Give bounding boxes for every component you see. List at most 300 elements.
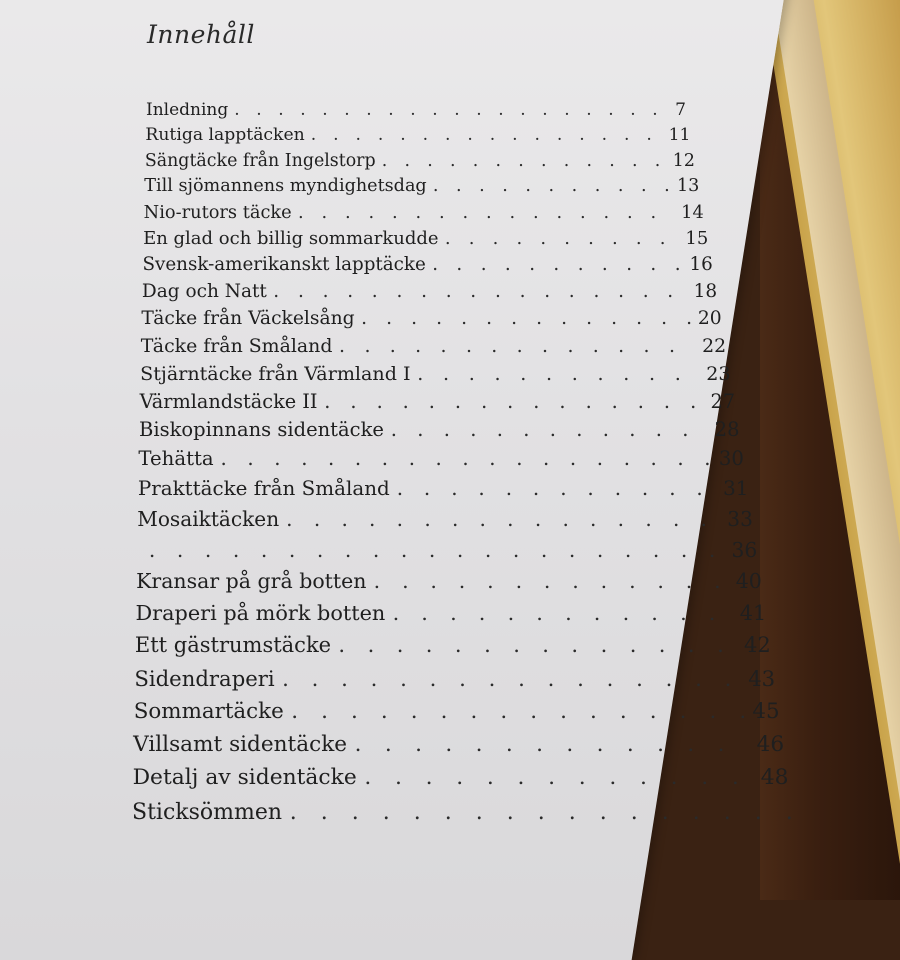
leader-dot: . — [652, 538, 660, 562]
leader-dot: . — [333, 125, 339, 145]
leader-dot: . — [300, 100, 306, 120]
leader-dot: . — [443, 418, 450, 441]
leader-dot: . — [507, 390, 514, 413]
leader-dot: . — [519, 281, 526, 302]
leader-dot: . — [588, 228, 594, 249]
leader-dot: . — [436, 308, 443, 329]
leader-dot: . — [417, 418, 424, 441]
leader-dot: . — [278, 100, 284, 120]
leader-dot: . — [708, 601, 716, 625]
leader-dot: . — [444, 800, 452, 825]
leader-dot: . — [354, 732, 362, 757]
leader-dot: . — [424, 507, 431, 531]
leader-dot: . — [297, 202, 304, 223]
leader-dot: . — [232, 538, 240, 562]
leader-dot: . — [445, 125, 451, 145]
leader-dot: . — [472, 151, 479, 171]
leader-dot: . — [220, 447, 227, 470]
leader-dot: . — [388, 100, 394, 120]
leader-dot: . — [601, 254, 608, 275]
leader-dot: . — [454, 633, 462, 657]
toc-entry — [144, 202, 704, 225]
toc-entry-title: Tehätta — [138, 447, 214, 470]
leader-dot: . — [445, 732, 453, 757]
leader-dot: . — [626, 254, 632, 275]
leader-dot: . — [369, 507, 376, 531]
leader-dot: . — [668, 335, 675, 357]
leader-dot: . — [579, 125, 585, 145]
leader-dot: . — [585, 390, 592, 413]
toc-entry-page-number: 41 — [739, 601, 767, 625]
leader-dot: . — [421, 281, 427, 302]
toc-entry-title: Täcke från Småland — [140, 335, 333, 357]
leader-dot: . — [310, 125, 317, 145]
leader-dot: . — [667, 281, 674, 302]
toc-entry-page-number: 18 — [693, 281, 718, 302]
leader-dot: . — [465, 335, 472, 357]
leader-dot: . — [685, 569, 693, 593]
leader-dot: . — [626, 202, 633, 223]
leader-dot: . — [486, 765, 494, 790]
leader-dot: . — [396, 477, 404, 500]
leader-dot: . — [427, 151, 433, 171]
leader-dot: . — [430, 569, 437, 593]
leader-dot: . — [563, 151, 570, 171]
toc-entry — [135, 633, 771, 660]
leader-dot: . — [568, 281, 575, 302]
toc-entry — [143, 254, 713, 278]
leader-dot: . — [511, 308, 518, 329]
toc-entry-title: Värmlandstäcke II — [139, 390, 318, 413]
leader-dot: . — [529, 254, 535, 275]
toc-entry-page-number: 43 — [748, 666, 776, 691]
leader-dot: . — [530, 699, 538, 724]
leader-dot: . — [601, 125, 608, 145]
toc-entry-title: Nio-rutors täcke — [143, 202, 292, 223]
leader-dot: . — [578, 765, 586, 790]
leader-dot: . — [542, 100, 548, 120]
toc-entry-title: Mosaiktäcken — [137, 507, 280, 531]
leader-dot: . — [632, 151, 638, 171]
toc-entry — [142, 281, 717, 305]
leader-dot: . — [421, 601, 428, 625]
leader-dot: . — [596, 732, 604, 757]
toc-entry-page-number: 36 — [731, 538, 758, 562]
leader-dot: . — [655, 418, 662, 441]
leader-dot: . — [410, 100, 416, 120]
leader-dot: . — [404, 151, 411, 171]
leader-dot: . — [361, 308, 368, 329]
leader-dot: . — [542, 335, 549, 357]
leader-dot: . — [785, 800, 793, 825]
leader-dot: . — [594, 176, 601, 196]
leader-dot: . — [637, 390, 644, 413]
toc-entry-page-number: 31 — [723, 477, 749, 500]
leader-dot: . — [498, 100, 504, 120]
leader-dot: . — [568, 800, 576, 825]
leader-dot: . — [415, 335, 422, 357]
leader-dot: . — [547, 666, 555, 691]
leader-dot: . — [509, 202, 516, 223]
leader-dot: . — [468, 228, 475, 249]
leader-dot: . — [396, 507, 404, 531]
leader-dot: . — [663, 390, 671, 413]
leader-dot: . — [386, 308, 393, 329]
leader-dot: . — [392, 601, 400, 625]
leader-dot: . — [609, 151, 615, 171]
leader-dot: . — [513, 633, 520, 657]
leader-dot: . — [606, 666, 614, 691]
leader-dot: . — [701, 765, 709, 790]
leader-dot: . — [567, 335, 574, 357]
leader-dot: . — [672, 507, 680, 531]
leader-dot: . — [298, 281, 304, 302]
leader-dot: . — [402, 569, 409, 593]
leader-dot: . — [597, 362, 604, 385]
leader-dot: . — [687, 732, 695, 757]
leader-dot: . — [542, 633, 549, 657]
leader-dot: . — [492, 228, 499, 249]
leader-dot: . — [571, 362, 578, 385]
leader-dot: . — [682, 418, 689, 441]
leader-dot: . — [344, 202, 351, 223]
leader-dot: . — [381, 151, 388, 171]
leader-dot: . — [467, 125, 473, 145]
leader-dot: . — [677, 447, 684, 470]
leader-dot: . — [704, 447, 711, 470]
toc-entry-title: Prakttäcke från Småland — [137, 477, 390, 500]
leader-dot: . — [286, 507, 293, 531]
leader-dot: . — [680, 538, 688, 562]
leader-dot: . — [391, 202, 398, 223]
leader-dot: . — [626, 732, 634, 757]
leader-dot: . — [649, 699, 657, 724]
leader-dot: . — [507, 601, 515, 625]
leader-dot: . — [630, 100, 636, 120]
leader-dot: . — [371, 281, 378, 302]
leader-dot: . — [380, 699, 388, 724]
leader-dot: . — [506, 800, 514, 825]
leader-dot: . — [422, 125, 429, 145]
leader-dot: . — [456, 254, 463, 275]
leader-dot: . — [611, 390, 618, 413]
leader-dot: . — [351, 800, 359, 825]
leader-dot: . — [659, 228, 666, 249]
leader-dot: . — [630, 800, 638, 825]
leader-dot: . — [532, 202, 539, 223]
toc-entry-page-number: 46 — [756, 732, 785, 757]
leader-dot: . — [480, 254, 487, 275]
leader-dot: . — [489, 125, 496, 145]
leader-dot: . — [717, 732, 725, 757]
leader-dot: . — [723, 800, 731, 825]
leader-dot: . — [629, 569, 636, 593]
leader-dot: . — [525, 176, 531, 196]
leader-dot: . — [541, 151, 547, 171]
leader-dot: . — [590, 507, 597, 531]
leader-dot: . — [372, 538, 380, 562]
leader-dot: . — [636, 308, 643, 329]
toc-entry-title: Sidendraperi — [134, 666, 275, 691]
leader-dot: . — [650, 202, 657, 223]
leader-dot: . — [368, 202, 375, 223]
leader-dot: . — [592, 335, 599, 357]
toc-entry — [138, 447, 744, 473]
leader-dot: . — [456, 765, 464, 790]
leader-dot: . — [608, 100, 614, 120]
leader-dot: . — [586, 100, 592, 120]
leader-dot: . — [462, 447, 469, 470]
toc-entry-title: Inledning — [146, 100, 229, 120]
leader-dot: . — [566, 732, 574, 757]
leader-dot: . — [645, 507, 652, 531]
leader-dot: . — [623, 362, 630, 385]
leader-dot: . — [377, 125, 384, 145]
leader-dot: . — [481, 390, 488, 413]
leader-dot: . — [423, 477, 431, 500]
leader-dot: . — [432, 176, 439, 196]
leader-dot: . — [641, 477, 649, 500]
toc-entry-title: Dag och Natt — [141, 281, 267, 302]
leader-dot: . — [350, 390, 357, 413]
leader-dot: . — [658, 633, 666, 657]
leader-dot: . — [478, 477, 485, 500]
toc-entry-title: Biskopinnans sidentäcke — [139, 418, 384, 441]
leader-dot: . — [462, 202, 469, 223]
toc-entry — [141, 308, 721, 332]
leader-dot: . — [364, 335, 371, 357]
leader-dot: . — [425, 765, 433, 790]
leader-dot: . — [435, 447, 442, 470]
toc-entry-page-number: 22 — [702, 335, 727, 357]
leader-dot: . — [411, 308, 418, 329]
leader-dot: . — [623, 447, 630, 470]
leader-dot: . — [341, 507, 348, 531]
leader-dot: . — [651, 601, 658, 625]
leader-dot: . — [234, 100, 240, 120]
leader-dot: . — [488, 666, 496, 691]
leader-dot: . — [636, 666, 643, 691]
leader-dot: . — [432, 100, 438, 120]
leader-dot: . — [289, 800, 297, 825]
toc-entry-page-number: 16 — [689, 254, 713, 275]
leader-dot: . — [640, 176, 647, 196]
leader-dot: . — [491, 335, 498, 357]
leader-dot: . — [425, 633, 433, 657]
leader-dot: . — [564, 228, 570, 249]
leader-dot: . — [148, 538, 156, 562]
leader-dot: . — [320, 800, 328, 825]
toc-entry — [137, 507, 753, 533]
leader-dot: . — [596, 538, 604, 562]
leader-dot: . — [311, 666, 319, 691]
toc-entry-title: Svensk-amerikanskt lapptäcke — [142, 254, 426, 275]
leader-dot: . — [479, 507, 486, 531]
leader-dot: . — [599, 800, 607, 825]
leader-dot: . — [617, 176, 624, 196]
leader-dot: . — [624, 538, 632, 562]
leader-dot: . — [438, 202, 445, 223]
leader-dot: . — [540, 538, 548, 562]
toc-entry-page-number: 20 — [697, 308, 722, 329]
leader-dot: . — [494, 362, 501, 385]
toc-entry — [133, 732, 784, 760]
leader-dot: . — [400, 666, 407, 691]
leader-dot: . — [512, 125, 518, 145]
leader-dot: . — [518, 666, 525, 691]
leader-dot: . — [724, 666, 732, 691]
toc-entry — [141, 335, 726, 360]
leader-dot: . — [458, 569, 466, 593]
leader-dot: . — [322, 100, 328, 120]
leader-dot: . — [515, 569, 523, 593]
leader-dot: . — [609, 765, 617, 790]
leader-dot: . — [495, 281, 501, 302]
leader-dot: . — [700, 507, 707, 531]
leader-dot: . — [520, 100, 526, 120]
leader-dot: . — [560, 477, 567, 500]
leader-dot: . — [496, 418, 503, 441]
leader-dot: . — [661, 800, 669, 825]
leader-dot: . — [489, 447, 496, 470]
toc-entry — [138, 477, 749, 503]
leader-dot: . — [622, 601, 630, 625]
leader-dot: . — [410, 699, 418, 724]
leader-dot: . — [618, 281, 624, 302]
leader-dot: . — [400, 125, 406, 145]
toc-entry — [144, 176, 699, 199]
leader-dot: . — [543, 447, 550, 470]
leader-dot: . — [690, 390, 697, 413]
leader-dot: . — [642, 281, 649, 302]
leader-dot: . — [679, 699, 687, 724]
leader-dot: . — [415, 202, 422, 223]
leader-dot: . — [586, 308, 593, 329]
leader-dot: . — [288, 538, 296, 562]
toc-entry-page-number: 11 — [668, 125, 691, 145]
leader-dot: . — [321, 699, 328, 724]
leader-dot: . — [559, 390, 566, 413]
toc-entry-page-number: 48 — [760, 765, 789, 790]
leader-dot: . — [657, 732, 665, 757]
leader-dot: . — [484, 538, 492, 562]
leader-dot: . — [500, 699, 508, 724]
leader-dot: . — [373, 569, 381, 593]
toc-entry — [145, 125, 690, 147]
leader-dot: . — [692, 800, 700, 825]
toc-entry — [132, 800, 793, 829]
toc-entry-page-number: 45 — [752, 699, 780, 724]
leader-dot: . — [328, 447, 335, 470]
leader-dot: . — [495, 151, 502, 171]
leader-dot: . — [523, 418, 530, 441]
leader-dot: . — [576, 418, 583, 441]
leader-dot: . — [413, 800, 421, 825]
leader-dot: . — [479, 176, 485, 196]
toc-entry — [146, 100, 686, 122]
leader-dot: . — [516, 228, 523, 249]
leader-dot: . — [537, 800, 545, 825]
toc-entry-page-number: 42 — [743, 633, 771, 657]
leader-dot: . — [415, 732, 423, 757]
leader-dot: . — [652, 100, 658, 120]
leader-dot: . — [669, 477, 676, 500]
leader-dot: . — [396, 281, 403, 302]
toc-entry-page-number: 14 — [681, 202, 704, 223]
leader-dot: . — [394, 765, 402, 790]
leader-dot: . — [364, 765, 372, 790]
leader-dot: . — [338, 633, 346, 657]
leader-dot: . — [639, 765, 647, 790]
leader-dot: . — [709, 699, 717, 724]
leader-dot: . — [454, 390, 462, 413]
toc-entry-page-number: 30 — [718, 447, 744, 470]
leader-dot: . — [516, 447, 523, 470]
leader-dot: . — [517, 765, 525, 790]
leader-dot: . — [260, 538, 268, 562]
leader-dot: . — [717, 633, 724, 657]
leader-dot: . — [629, 633, 637, 657]
toc-entry-title: Detalj av sidentäcke — [132, 765, 357, 790]
toc-entry-page-number: 23 — [706, 362, 731, 385]
leader-dot: . — [273, 281, 280, 302]
toc-entry-title: Ett gästrumstäcke — [134, 633, 332, 657]
leader-dot: . — [654, 151, 661, 171]
leader-dot: . — [643, 335, 650, 357]
toc-entry — [145, 151, 695, 174]
leader-dot: . — [451, 477, 458, 500]
leader-dot: . — [548, 765, 556, 790]
toc-entry-page-number: 7 — [675, 100, 686, 120]
toc-entry — [136, 601, 767, 628]
toc-entry-title: Sticksömmen — [132, 800, 283, 825]
leader-dot: . — [301, 447, 308, 470]
leader-dot: . — [470, 699, 478, 724]
leader-dot: . — [408, 447, 415, 470]
leader-dot: . — [548, 176, 555, 196]
leader-dot: . — [442, 362, 450, 385]
leader-dot: . — [586, 151, 593, 171]
leader-dot: . — [459, 666, 466, 691]
toc-entry — [140, 390, 735, 415]
leader-dot: . — [544, 281, 551, 302]
leader-dot: . — [475, 800, 483, 825]
toc-entry-title: En glad och billig sommarkudde — [143, 228, 439, 249]
leader-dot: . — [536, 308, 543, 329]
toc-entry — [133, 765, 789, 793]
leader-dot: . — [389, 335, 396, 357]
leader-dot: . — [534, 125, 540, 145]
leader-dot: . — [561, 308, 568, 329]
leader-dot: . — [204, 538, 212, 562]
toc-entry-page-number: 27 — [710, 390, 736, 413]
leader-dot: . — [540, 228, 547, 249]
leader-dot: . — [507, 507, 514, 531]
leader-dot: . — [611, 228, 618, 249]
toc-entry-title: Draperi på mörk botten — [135, 601, 386, 625]
leader-dot: . — [614, 477, 622, 500]
leader-dot: . — [400, 538, 408, 562]
leader-dot: . — [560, 699, 567, 724]
toc-entry — [134, 666, 775, 694]
leader-dot: . — [536, 601, 543, 625]
leader-dot: . — [611, 308, 618, 329]
leader-dot: . — [569, 447, 577, 470]
leader-dot: . — [450, 151, 456, 171]
leader-dot: . — [344, 100, 350, 120]
leader-dot: . — [754, 800, 762, 825]
leader-dot: . — [366, 100, 372, 120]
